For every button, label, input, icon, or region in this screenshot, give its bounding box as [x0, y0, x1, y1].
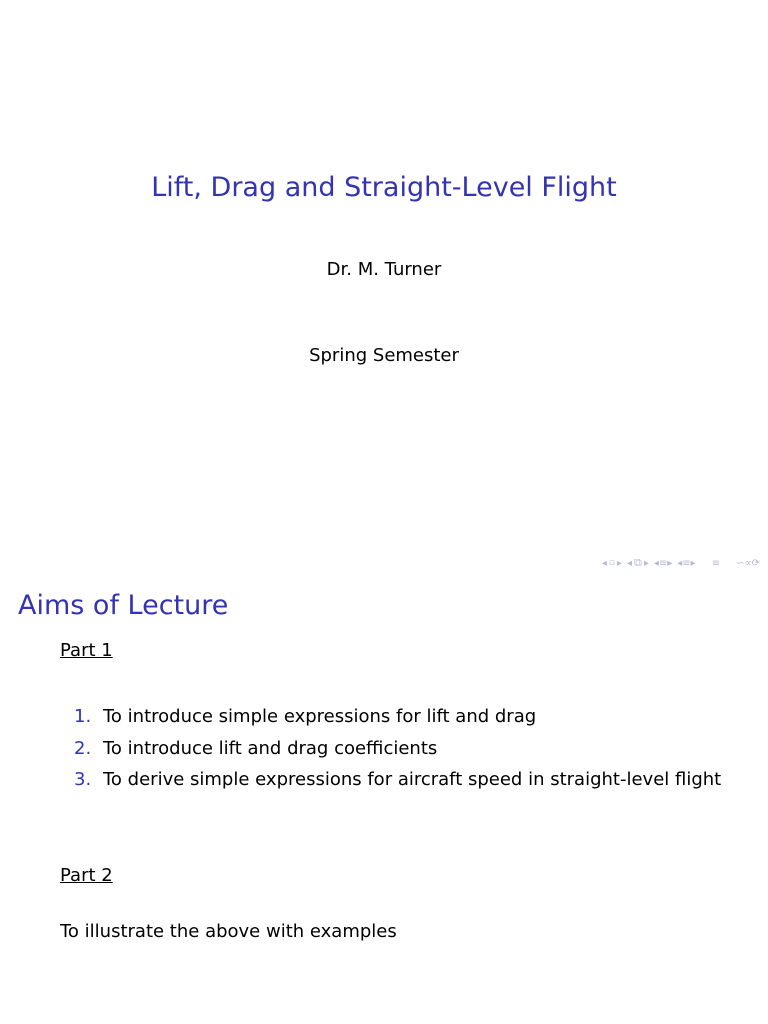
- nav-first-icon[interactable]: ◂ ▫ ▸: [601, 557, 622, 569]
- aims-slide: [0, 580, 768, 1024]
- presentation-title: Lift, Drag and Straight-Level Flight: [151, 172, 617, 203]
- item-number: 1.: [74, 706, 92, 727]
- presentation-date: Spring Semester: [309, 345, 459, 366]
- list-item: [74, 706, 721, 738]
- beamer-navigation-bar: [602, 556, 760, 570]
- list-item: [74, 738, 721, 770]
- aims-list: [74, 706, 721, 801]
- item-number: 3.: [74, 769, 92, 790]
- subsection-icon[interactable]: ◂≡▸: [653, 557, 673, 569]
- list-item: [74, 769, 721, 801]
- item-text: To derive simple expressions for aircraft speed in straight-level flight: [103, 769, 722, 790]
- part2-text: To illustrate the above with examples: [60, 921, 397, 942]
- item-text: To introduce lift and drag coefficients: [103, 737, 438, 759]
- search-icon[interactable]: ∽∝⟳: [736, 557, 760, 569]
- item-text: To introduce simple expressions for lift and drag: [103, 706, 537, 727]
- item-number: 2.: [74, 737, 92, 759]
- part2-label: Part 2: [60, 865, 113, 886]
- align-icon[interactable]: ≡: [711, 557, 721, 569]
- frame-icon[interactable]: ◂ ⧉ ▸: [626, 556, 649, 569]
- section-icon[interactable]: ◂≡▸: [677, 557, 696, 569]
- author-name: Dr. M. Turner: [326, 259, 442, 280]
- part1-label: Part 1: [60, 640, 113, 661]
- frame-title: Aims of Lecture: [18, 590, 229, 621]
